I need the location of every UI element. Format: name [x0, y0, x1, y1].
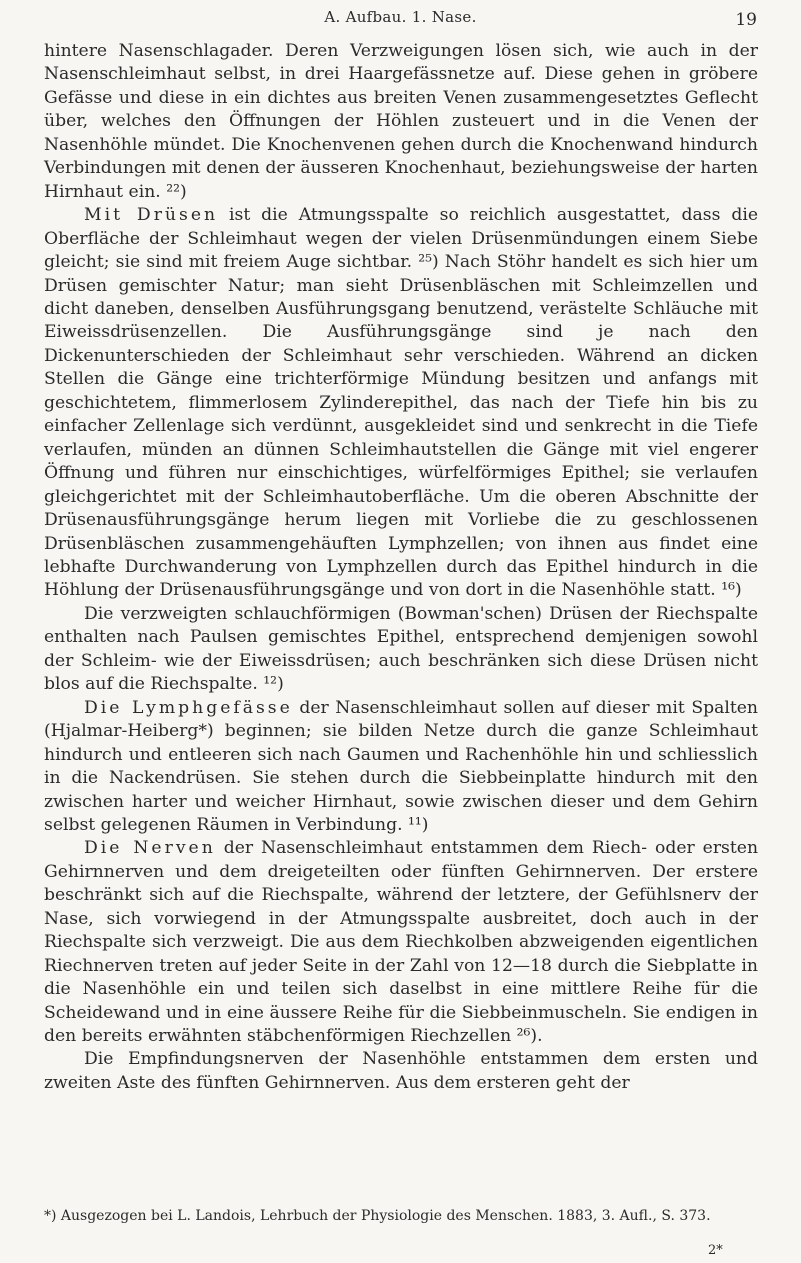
paragraph-text: ist die Atmungsspalte so reichlich ausgestattet, dass die Oberfläche der Schleimhaut wegen der vielen Drüsenmündungen einem Siebe gleicht; sie sind mit freiem Auge sichtbar. ²⁵) Nach Stöhr handelt es sich hier um Drüsen gemischter Natur; man sieht Drüsenbläschen mit Schleimzellen und dicht daneben, denselben Ausführungsgang benutzend, verästelte Schläuche mit Eiweissdrüsenzellen. Die Ausführungsgänge sind je nach den Dickenunterschieden der Schleimhaut sehr verschieden. Während an dicken Stellen die Gänge eine trichterförmige Mündung besitzen und anfangs mit geschichtetem, flimmerlosem Zylinderepithel, das nach der Tiefe hin bis zu einfacher Zellenlage sich verdünnt, ausgekleidet sind und senkrecht in die Tiefe verlaufen, münden an dünnen Schleimhautstellen die Gänge mit viel engerer Öffnung und führen nur einschichtiges, würfelförmiges Epithel; sie verlaufen gleichgerichtet mit der Schleimhautoberfläche. Um die oberen Abschnitte der Drüsenausführungsgänge herum liegen mit Vorliebe die zu geschlossenen Drüsenbläschen zusammengehäuften Lymphzellen; von ihnen aus findet eine lebhafte Durchwanderung von Lymphzellen durch das Epithel hindurch in die Höhlung der Drüsenausführungsgänge und von dort in die Nasenhöhle statt. ¹⁶): [44, 205, 759, 601]
paragraph-lead: Mit Drüsen: [84, 205, 219, 226]
footnote: *) Ausgezogen bei L. Landois, Lehrbuch der Physiologie des Menschen. 1883, 3. Aufl., S. 373.: [44, 1208, 711, 1224]
paragraph-text: Die verzweigten schlauchförmigen (Bowman'schen) Drüsen der Riechspalte enthalten nach Paulsen gemischtes Epithel, entsprechend demjenigen sowohl der Schleim- wie der Eiweissdrüsen; auch beschränken sich diese Drüsen nicht blos auf die Riechspalte. ¹²): [44, 603, 758, 695]
paragraph-text: Die Empfindungsnerven der Nasenhöhle entstammen dem ersten und zweiten Aste des fünften Gehirnnerven. Aus dem ersteren geht der: [44, 1049, 758, 1093]
paragraph-text: der Nasenschleimhaut entstammen dem Riech- oder ersten Gehirnnerven und dem dreigeteilten oder fünften Gehirnnerven. Der erstere beschränkt sich auf die Riechspalte, während der letztere, der Gefühlsnerv der Nase, sich vorwiegend in der Atmungsspalte ausbreitet, doch auch in der Riechspalte sich verzweigt. Die aus dem Riechkolben abzweigenden eigentlichen Riechnerven treten auf jeder Seite in der Zahl von 12—18 durch die Siebplatte in die Nasenhöhle ein und teilen sich daselbst in eine mittlere Reihe für die Scheidewand und in eine äussere Reihe für die Siebbeinmuscheln. Sie endigen in den bereits erwähnten stäbchenförmigen Riechzellen ²⁶).: [44, 838, 759, 1047]
paragraph-lead: Die Nerven: [84, 838, 216, 859]
signature-mark: 2*: [708, 1243, 723, 1258]
paragraph-sensory-nerves: [44, 1048, 758, 1095]
paragraph-lymph-vessels: [44, 697, 758, 838]
paragraph-text: der Nasenschleimhaut sollen auf dieser mit Spalten (Hjalmar-Heiberg*) beginnen; sie bilden Netze durch die ganze Schleimhaut hindurch und entleeren sich nach Gaumen und Rachenhöhle hin und schliesslich in die Nackendrüsen. Sie stehen durch die Siebbeinplatte hindurch mit den zwischen harter und weicher Hirnhaut, sowie zwischen dieser und dem Gehirn selbst gelegenen Räumen in Verbindung. ¹¹): [44, 697, 758, 835]
paragraph-text: hintere Nasenschlagader. Deren Verzweigungen lösen sich, wie auch in der Nasenschleimhaut selbst, in drei Haargefässnetze auf. Diese gehen in gröbere Gefässe und diese in ein dichtes aus breiten Venen zusammengesetztes Geflecht über, welches den Öffnungen der Höhlen zusteuert und in die Venen der Nasenhöhle mündet. Die Knochenvenen gehen durch die Knochenwand hindurch Verbindungen mit denen der äusseren Knochenhaut, beziehungsweise der harten Hirnhaut ein. ²²): [44, 41, 758, 202]
paragraph-glands: [44, 204, 758, 603]
paragraph-nerves: [44, 837, 758, 1048]
paragraph-bowman-glands: [44, 603, 758, 697]
paragraph-blood-vessels: [44, 40, 758, 204]
page-header: [0, 8, 801, 32]
body-text: [44, 40, 758, 1095]
paragraph-lead: Die Lymphgefässe: [84, 697, 293, 718]
running-head: A. Aufbau. 1. Nase.: [324, 8, 477, 26]
page-number: 19: [735, 10, 757, 30]
